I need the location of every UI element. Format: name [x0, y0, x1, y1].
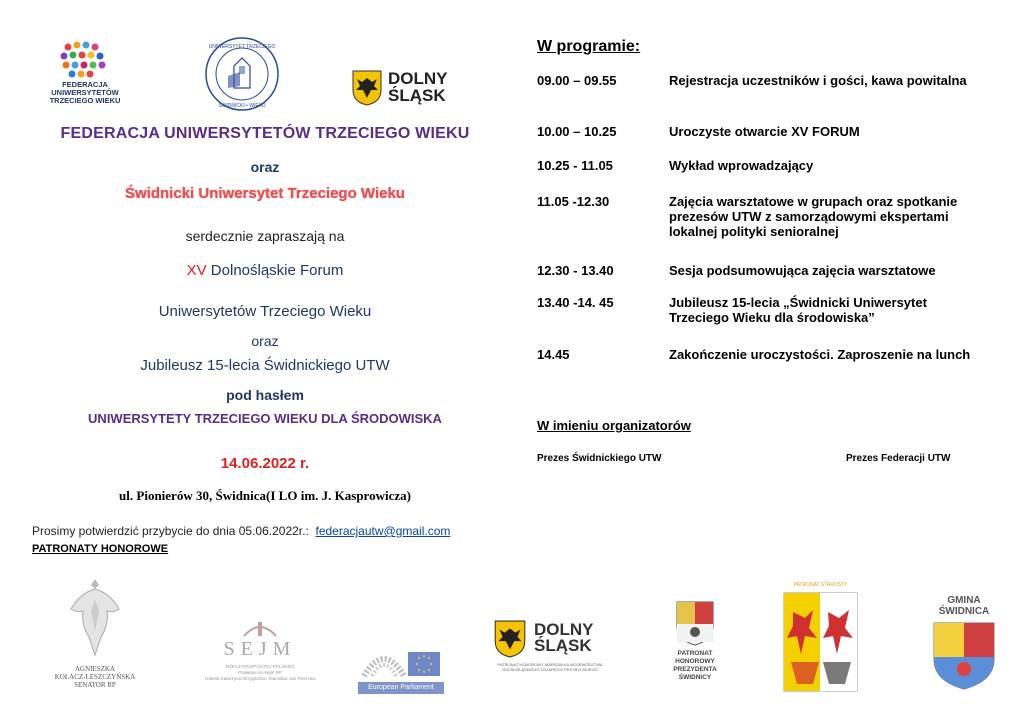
program-time: 13.40 -14. 45	[537, 295, 614, 310]
president-swidnica-utw: Prezes Świdnickiego UTW	[537, 453, 662, 464]
fed-logo-line1: FEDERACJA	[62, 80, 108, 89]
event-date: 14.06.2022 r.	[220, 455, 310, 472]
program-time: 11.05 -12.30	[537, 194, 610, 209]
european-parliament-logo	[358, 640, 444, 696]
city-coat-of-arms-icon	[675, 600, 715, 646]
eagle-shield-icon	[352, 70, 382, 106]
sejm-dome-icon	[240, 620, 280, 638]
starosta-patron-logo	[783, 582, 858, 692]
senator-name-2: KOŁACZ-LESZCZYŃSKA	[54, 673, 136, 681]
email-link[interactable]: federacjautw@gmail.com	[315, 524, 451, 538]
and-text-1: oraz	[250, 159, 280, 175]
senator-logo	[40, 575, 150, 695]
fed-logo-line3: TRZECIEGO WIEKU	[49, 96, 121, 105]
gmina-name: ŚWIDNICA	[938, 606, 990, 617]
gmina-text: GMINA	[947, 595, 981, 606]
eagle-shield-icon	[494, 620, 526, 658]
eagle-emblem-icon	[65, 575, 125, 660]
dolny-text: DOLNY	[534, 620, 594, 639]
program-title-text: W programie	[537, 38, 635, 55]
event-address: ul. Pionierów 30, Świdnica(I LO im. J. Kasprowicza)	[119, 488, 411, 503]
swidnicki-utw-title: Świdnicki Uniwersytet Trzeciego Wieku	[125, 185, 405, 202]
slask-text: ŚLĄSK	[534, 636, 592, 655]
motto-text: UNIWERSYTETY TRZECIEGO WIEKU DLA ŚRODOWISKA	[88, 411, 442, 426]
federation-title: FEDERACJA UNIWERSYTETÓW TRZECIEGO WIEKU	[60, 125, 470, 142]
program-desc: Zakończenie uroczystości. Zaproszenie na lunch	[669, 347, 971, 362]
svg-text:UNIWERSYTET TRZECIEGO: UNIWERSYTET TRZECIEGO	[208, 44, 276, 50]
president-federation: Prezes Federacji UTW	[846, 453, 951, 464]
ep-label: European Parliament	[358, 682, 444, 694]
president-patron-4: ŚWIDNICY	[678, 674, 712, 681]
president-patron-1: PATRONAT	[677, 650, 713, 657]
svg-text:ŚWIDNICKI • WIEKU: ŚWIDNICKI • WIEKU	[218, 103, 266, 109]
marshal-patron-1: PATRONAT HONOROWY MARSZAŁKA WOJEWÓDZTWA	[497, 662, 603, 667]
swidnicki-utw-seal	[204, 36, 280, 112]
parliament-hemicycle-icon	[358, 640, 444, 680]
federation-logo	[40, 40, 130, 115]
sejm-sub-3: Izabela Katarzyna Mrzygłocka i Stanisław Jan Piechota	[204, 676, 316, 681]
sejm-title: SEJM	[223, 638, 297, 660]
forum-name: Dolnośląskie Forum	[206, 262, 344, 279]
motto-label: pod hasłem	[226, 387, 304, 403]
program-time: 14.45	[537, 347, 570, 362]
invite-text: serdecznie zapraszają na	[185, 228, 345, 244]
senator-name-1: AGNIESZKA	[74, 665, 116, 673]
gmina-swidnica-logo	[928, 595, 1000, 695]
program-desc: Zajęcia warsztatowe w grupach oraz spotkanie prezesów UTW z samorządowymi ekspertami lokalnej polityki senioralnej	[669, 194, 958, 239]
dolny-slask-logo	[352, 70, 472, 110]
dolny-slask-patron-logo	[490, 620, 610, 680]
organizers-heading: W imieniu organizatorów	[537, 418, 691, 433]
sejm-sub-1: RZECZYPOSPOLITEJ POLSKIEJ	[225, 664, 295, 669]
program-time: 10.25 - 11.05	[537, 158, 613, 173]
marshal-patron-2: DOLNOŚLĄSKIEGO CEZAREGO PRZYBYLSKIEGO	[502, 667, 598, 672]
dolny-text: DOLNY	[388, 69, 448, 88]
forum-number: XV	[186, 262, 207, 279]
slask-text: ŚLĄSK	[388, 86, 446, 105]
colored-dots-icon	[40, 40, 130, 82]
program-desc: Wykład wprowadzający	[669, 158, 814, 173]
universities-title: Uniwersytetów Trzeciego Wieku	[158, 303, 372, 320]
program-time: 12.30 - 13.40	[537, 263, 614, 278]
senator-title: SENATOR RP	[74, 681, 116, 689]
president-patron-3: PREZYDENTA	[673, 666, 717, 673]
program-title: W programie:	[537, 38, 641, 55]
sejm-logo	[200, 620, 320, 695]
program-desc: Uroczyste otwarcie XV FORUM	[669, 124, 860, 139]
county-coat-of-arms-icon	[783, 592, 858, 692]
forum-title	[60, 262, 470, 279]
confirm-line	[32, 524, 450, 538]
program-desc: Jubileusz 15-lecia „Świdnicki Uniwersytet Trzeciego Wieku dla środowiska”	[669, 295, 927, 325]
program-time: 09.00 – 09.55	[537, 73, 617, 88]
president-swidnica-patron-logo	[660, 600, 730, 695]
program-desc: Sesja podsumowująca zajęcia warsztatowe	[669, 263, 936, 278]
program-time: 10.00 – 10.25	[537, 124, 617, 139]
confirm-text: Prosimy potwierdzić przybycie do dnia 05.06.2022r.:	[32, 524, 309, 538]
gmina-coat-of-arms-icon	[932, 621, 996, 691]
president-patron-2: HONOROWY	[675, 658, 715, 665]
sejm-sub-2: Posłanka na Sejm RP	[238, 670, 282, 675]
patronages-heading: PATRONATY HONOROWE	[32, 543, 169, 555]
program-desc: Rejestracja uczestników i gości, kawa powitalna	[669, 73, 967, 88]
fed-logo-line2: UNIWERSYTETÓW	[51, 88, 119, 97]
starosta-label: PATRONAT STAROSTY	[793, 582, 848, 588]
jubilee-title: Jubileusz 15-lecia Świdnickiego UTW	[140, 357, 390, 374]
and-text-2: oraz	[251, 333, 279, 349]
